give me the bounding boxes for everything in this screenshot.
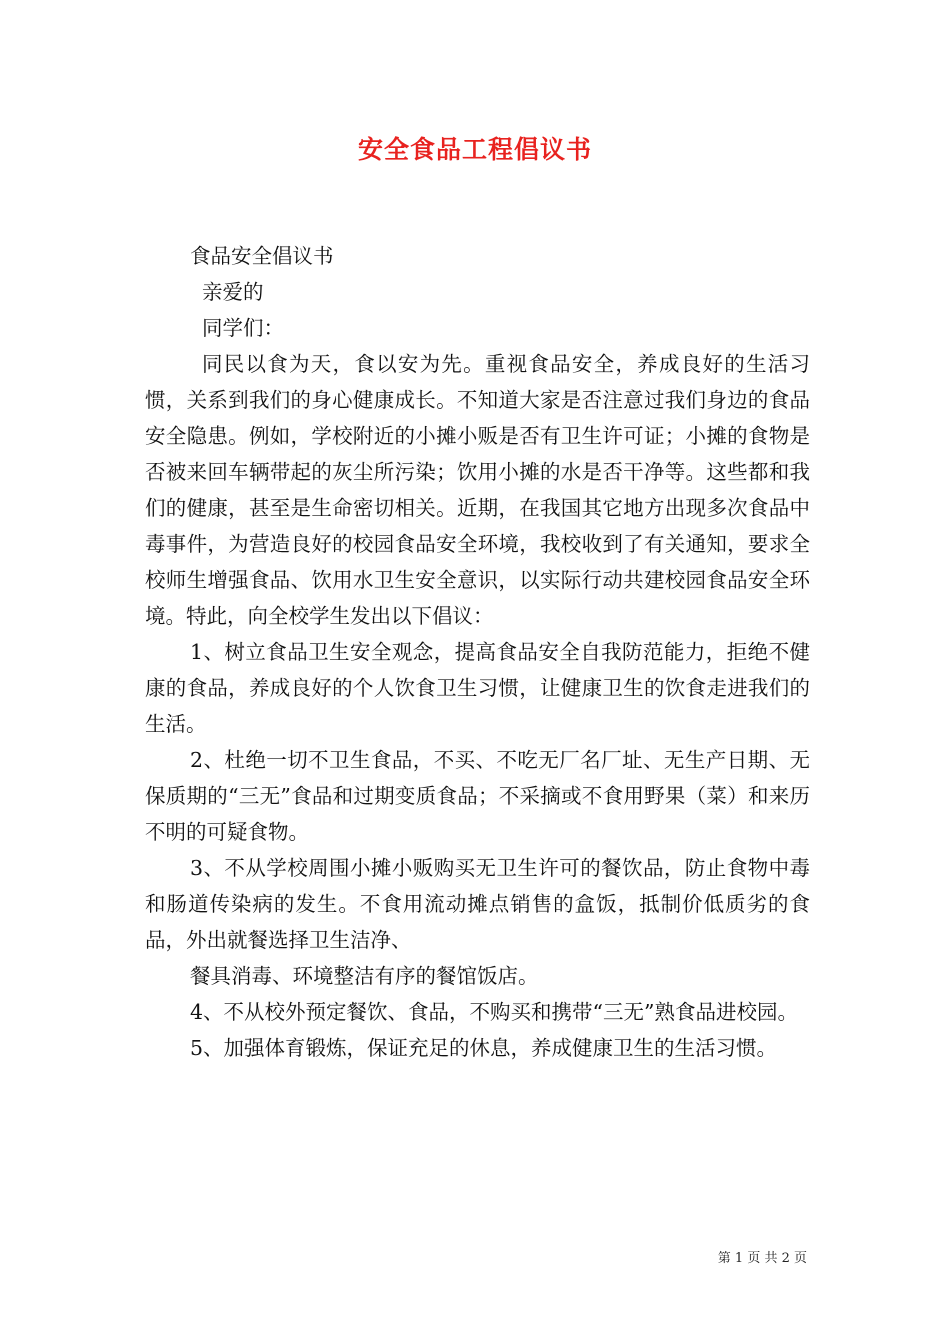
proposal-item-4: 4、不从校外预定餐饮、食品，不购买和携带“三无”熟食品进校园。 xyxy=(190,1000,799,1024)
letter-heading: 食品安全倡议书 xyxy=(190,244,334,268)
document-body xyxy=(145,238,810,1066)
proposal-item-3: 3、不从学校周围小摊小贩购买无卫生许可的餐饮品，防止食物中毒和肠道传染病的发生。不食用流动摊点销售的盒饭，抵制价低质劣的食品，外出就餐选择卫生洁净、 xyxy=(145,856,810,952)
page-number-footer: 第 1 页 共 2 页 xyxy=(717,1251,807,1266)
document-title: 安全食品工程倡议书 xyxy=(357,135,592,164)
salutation-line-1: 亲爱的 xyxy=(202,280,264,304)
proposal-item-2: 2、杜绝一切不卫生食品，不买、不吃无厂名厂址、无生产日期、无保质期的“三无”食品和过期变质食品；不采摘或不食用野果（菜）和来历不明的可疑食物。 xyxy=(145,748,810,844)
proposal-item-3-continued: 餐具消毒、环境整洁有序的餐馆饭店。 xyxy=(190,964,539,988)
proposal-item-5: 5、加强体育锻炼，保证充足的休息，养成健康卫生的生活习惯。 xyxy=(190,1036,778,1060)
intro-paragraph: 同民以食为天，食以安为先。重视食品安全，养成良好的生活习惯，关系到我们的身心健康成长。不知道大家是否注意过我们身边的食品安全隐患。例如，学校附近的小摊小贩是否有卫生许可证；小摊的食物是否被来回车辆带起的灰尘所污染；饮用小摊的水是否干净等。这些都和我们的健康，甚至是生命密切相关。近期，在我国其它地方出现多次食品中毒事件，为营造良好的校园食品安全环境，我校收到了有关通知，要求全校师生增强食品、饮用水卫生安全意识，以实际行动共建校园食品安全环境。特此，向全校学生发出以下倡议： xyxy=(145,352,810,628)
salutation-line-2: 同学们： xyxy=(202,316,284,340)
proposal-item-1: 1、树立食品卫生安全观念，提高食品安全自我防范能力，拒绝不健康的食品，养成良好的个人饮食卫生习惯，让健康卫生的饮食走进我们的生活。 xyxy=(145,640,810,736)
